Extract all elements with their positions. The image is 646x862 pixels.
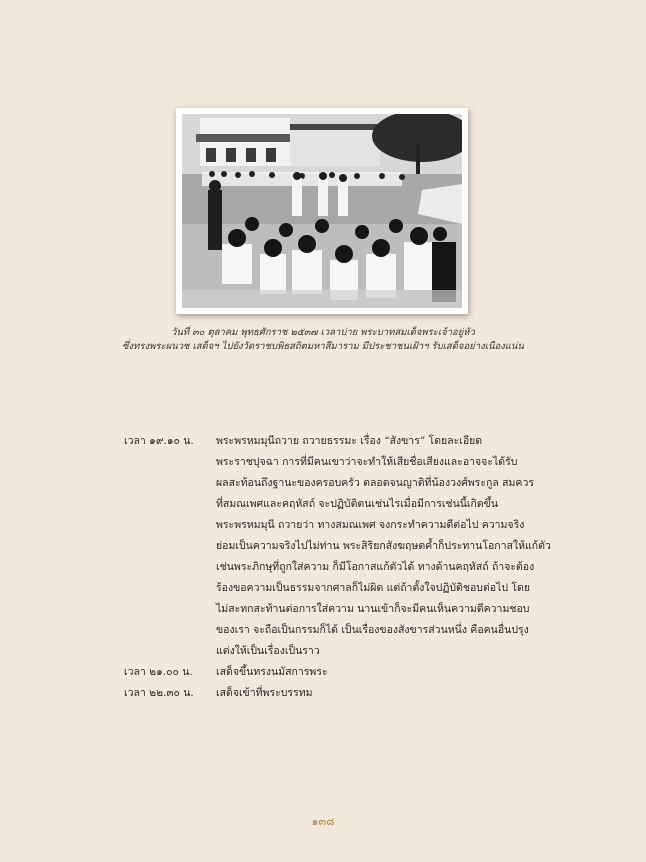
schedule-entry bbox=[124, 662, 524, 683]
photo-caption bbox=[110, 326, 536, 354]
schedule-entry bbox=[124, 683, 524, 704]
schedule-line: ของเรา จะถือเป็นกรรมก็ได้ เป็นเรื่องของสังขารส่วนหนึ่ง คือคนอื่นปรุง bbox=[216, 624, 529, 636]
schedule-time: เวลา ๑๙.๑๐ น. bbox=[124, 435, 194, 447]
schedule-text bbox=[216, 431, 551, 662]
schedule-line: พระพรหมมุนี ถวายว่า ทางสมณเพศ จงกระทำความดีต่อไป ความจริง bbox=[216, 519, 525, 531]
schedule-time: เวลา ๒๒.๓๐ น. bbox=[124, 687, 194, 699]
historical-photograph bbox=[182, 114, 462, 308]
schedule-entry bbox=[124, 431, 551, 662]
schedule-line: เสด็จขึ้นทรงนมัสการพระ bbox=[216, 666, 328, 678]
schedule bbox=[124, 431, 551, 704]
schedule-line: พระพรหมมุนีถวาย ถวายธรรมะ เรื่อง “สังขาร” โดยละเอียด bbox=[216, 435, 483, 447]
caption-line-1: วันที่ ๓๐ ตุลาคม พุทธศักราช ๒๕๓๗ เวลาบ่าย พระบาทสมเด็จพระเจ้าอยู่หัว bbox=[171, 327, 475, 338]
page-number: ๑๓๘ bbox=[311, 815, 335, 828]
schedule-text bbox=[216, 683, 524, 704]
schedule-text bbox=[216, 662, 524, 683]
schedule-time: เวลา ๒๑.๐๐ น. bbox=[124, 666, 193, 678]
schedule-line: ร้องขอความเป็นธรรมจากศาลก็ไม่ผิด แต่ถ้าตั้งใจปฏิบัติชอบต่อไป โดย bbox=[216, 582, 530, 594]
schedule-line: ผลสะท้อนถึงฐานะของครอบครัว ตลอดจนญาติที่น้องวงศ์พระกูล สมควร bbox=[216, 477, 534, 489]
schedule-line: ที่สมณเพศและคฤหัสถ์ จะปฏิบัติตนเช่นไรเมื่อมีการเช่นนี้เกิดขึ้น bbox=[216, 498, 499, 510]
schedule-line: เสด็จเข้าที่พระบรรทม bbox=[216, 687, 313, 699]
caption-line-2: ซึ่งทรงพระผนวช เสด็จฯ ไปยังวัดราชบพิธสถิตมหาสีมาราม มีประชาชนเฝ้าฯ รับเสด็จอย่างเนืองแน่น bbox=[122, 341, 524, 352]
schedule-line: เช่นพระภิกษุที่ถูกใส่ความ ก็มีโอกาสแก้ตัวได้ ทางด้านคฤหัสถ์ ถ้าจะต้อง bbox=[216, 561, 535, 573]
schedule-line: แต่งให้เป็นเรื่องเป็นราว bbox=[216, 645, 320, 657]
schedule-line: ย่อมเป็นความจริงไปไม่ท่าน พระสิริยกสังฆฤษตค้ำก็ประทานโอกาสให้แก้ตัว bbox=[216, 540, 551, 552]
photo-scene bbox=[182, 114, 462, 308]
schedule-line: ไม่สะทกสะท้านต่อการใส่ความ นานเข้าก็จะมีคนเห็นความดีความชอบ bbox=[216, 603, 530, 615]
schedule-line: พระราชปุจฉา การที่มีคนเขาว่าจะทำให้เสียชื่อเสียงและอาจจะได้รับ bbox=[216, 456, 518, 468]
photo-frame bbox=[176, 108, 468, 314]
